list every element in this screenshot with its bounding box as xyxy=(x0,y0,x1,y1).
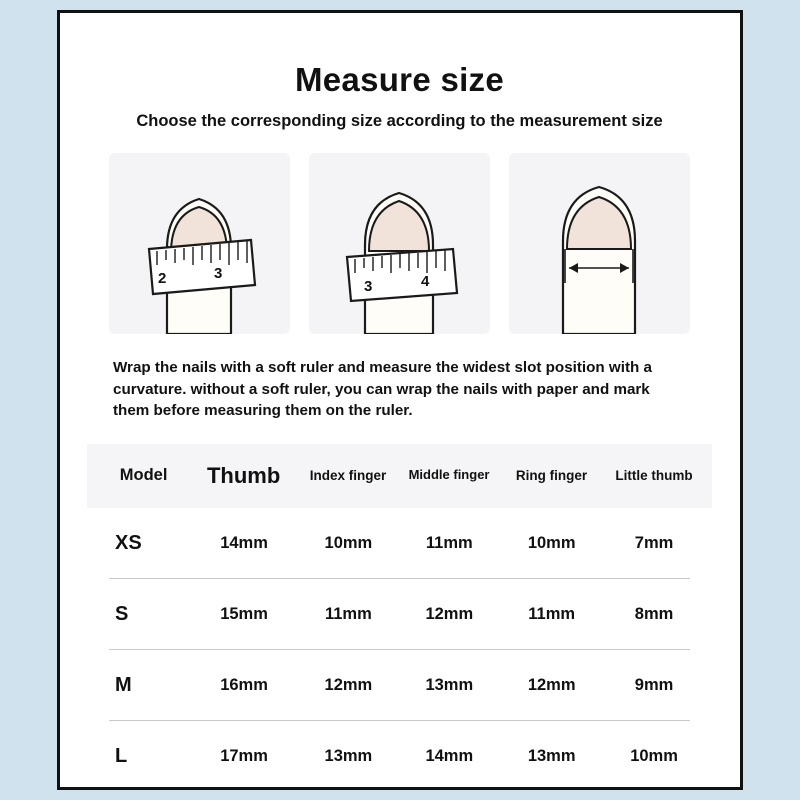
ruler-tick-label-left: 2 xyxy=(158,270,167,287)
cell-little-thumb: 9mm xyxy=(634,675,674,694)
row-model-label: S xyxy=(115,602,129,625)
column-header-ring-finger: Ring finger xyxy=(515,468,588,484)
table-row xyxy=(87,650,712,721)
measurement-instructions: Wrap the nails with a soft ruler and measure the widest slot position with a curvature. without a soft ruler, you can wrap the nails with paper and mark them before measuring them on the ruler. xyxy=(113,359,652,420)
cell-middle-finger: 13mm xyxy=(425,675,474,694)
finger-width-drawing xyxy=(509,153,690,334)
row-model-label: L xyxy=(115,744,128,767)
cell-little-thumb: 7mm xyxy=(634,533,674,552)
size-table xyxy=(87,444,712,775)
illustration-finger-with-ruler xyxy=(309,153,490,334)
column-header-index-finger: Index finger xyxy=(309,468,387,484)
ruler-tick-label-right: 4 xyxy=(421,273,430,290)
cell-thumb: 17mm xyxy=(220,746,268,765)
cell-ring-finger: 12mm xyxy=(527,675,576,694)
column-header-middle-finger: Middle finger xyxy=(408,467,490,483)
cell-middle-finger: 11mm xyxy=(425,533,473,552)
cell-little-thumb: 8mm xyxy=(634,604,674,623)
cell-index-finger: 10mm xyxy=(324,533,373,552)
table-row xyxy=(87,579,712,650)
page-subtitle: Choose the corresponding size according to the measurement size xyxy=(136,112,663,130)
cell-index-finger: 12mm xyxy=(324,675,373,694)
cell-ring-finger: 11mm xyxy=(528,604,576,623)
page-title: Measure size xyxy=(294,61,505,98)
row-model-label: XS xyxy=(115,531,142,554)
table-row xyxy=(87,508,712,579)
cell-ring-finger: 13mm xyxy=(527,746,576,765)
table-header-row xyxy=(87,444,712,508)
cell-thumb: 16mm xyxy=(220,675,268,694)
finger-ruler-drawing xyxy=(309,153,490,334)
cell-ring-finger: 10mm xyxy=(527,533,576,552)
ruler-tick-label-left: 3 xyxy=(364,278,373,295)
illustration-finger-width-arrow xyxy=(509,153,690,334)
cell-middle-finger: 14mm xyxy=(425,746,474,765)
cell-thumb: 15mm xyxy=(220,604,268,623)
illustration-row xyxy=(87,153,712,334)
illustration-thumb-with-ruler xyxy=(109,153,290,334)
cell-thumb: 14mm xyxy=(220,533,268,552)
row-model-label: M xyxy=(115,673,132,696)
cell-index-finger: 11mm xyxy=(324,604,372,623)
cell-middle-finger: 12mm xyxy=(425,604,474,623)
table-row xyxy=(87,721,712,775)
ruler-tick-label-right: 3 xyxy=(214,265,223,282)
size-chart-card xyxy=(87,35,712,775)
thumb-ruler-drawing xyxy=(109,153,290,334)
column-header-little-thumb: Little thumb xyxy=(615,468,693,484)
cell-index-finger: 13mm xyxy=(324,746,373,765)
image-frame xyxy=(57,10,743,790)
cell-little-thumb: 10mm xyxy=(630,746,678,765)
column-header-model: Model xyxy=(119,466,168,485)
column-header-thumb: Thumb xyxy=(206,462,281,488)
